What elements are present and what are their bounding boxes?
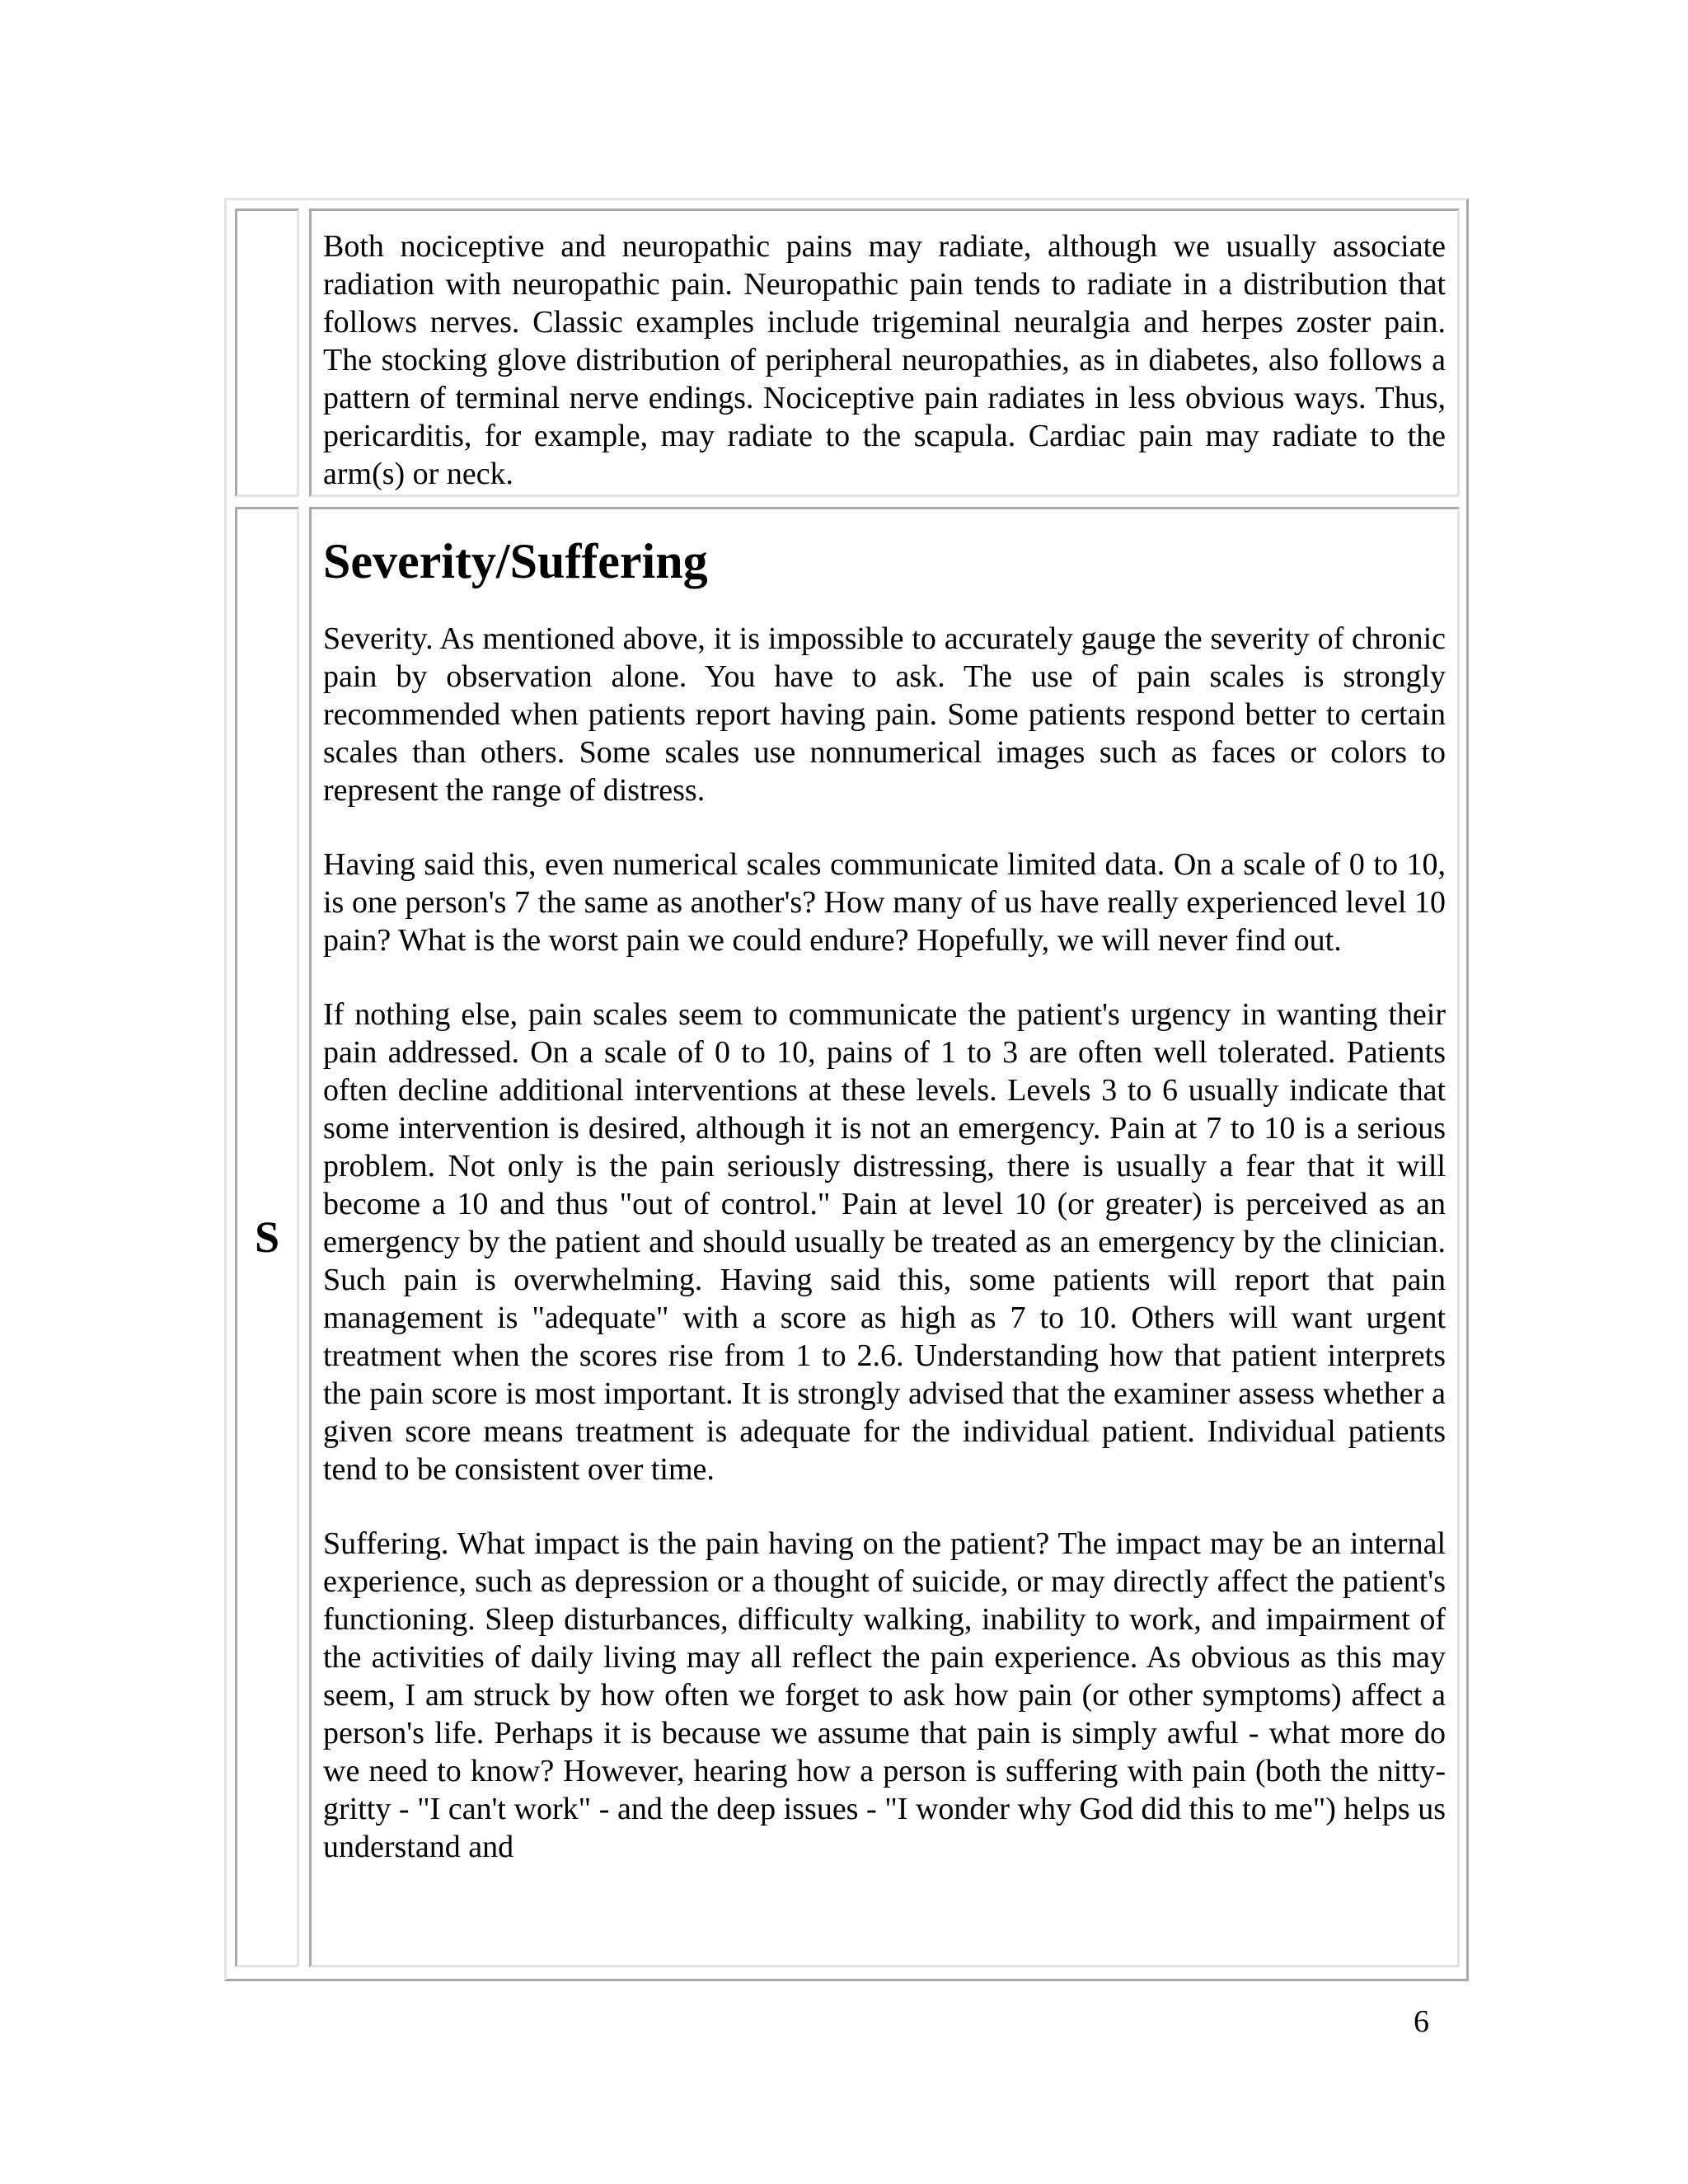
row-letter-cell [235,209,299,497]
row-letter: S [254,1212,280,1262]
paragraph-severity: Severity. As mentioned above, it is impossible to accurately gauge the severity of chronic pain by observation alone. You have to ask. The use of pain scales is strongly recommended when patients report having pain. Some patients respond better to certain scales than others. Some scales use nonnumerical images such as faces or colors to represent the range of distress. [323,621,1446,808]
row-text-content [323,526,1446,1866]
row-text-content [323,227,1446,493]
row-text-cell [309,507,1460,1967]
row-text-cell [309,209,1460,497]
page-number: 6 [1414,2004,1429,2039]
content-table [224,198,1469,1981]
paragraph-suffering: Suffering. What impact is the pain having on the patient? The impact may be an internal experience, such as depression or a thought of suicide, or may directly affect the patient's functioning. Sleep disturbances, difficulty walking, inability to work, and impairment of the activities of daily living may all reflect the pain experience. As obvious as this may seem, I am struck by how often we forget to ask how pain (or other symptoms) affect a person's life. Perhaps it is because we assume that pain is simply awful - what more do we need to know? However, hearing how a person is suffering with pain (both the nitty-gritty - "I can't work" - and the deep issues - "I wonder why God did this to me") helps us understand and [323,1526,1446,1864]
paragraph-numerical-scales: Having said this, even numerical scales communicate limited data. On a scale of 0 to 10, is one person's 7 the same as another's? How many of us have really experienced level 10 pain? What is the worst pain we could endure? Hopefully, we will never find out. [323,847,1446,958]
paragraph-radiation: Both nociceptive and neuropathic pains may radiate, although we usually associate radiation with neuropathic pain. Neuropathic pain tends to radiate in a distribution that follows nerves. Classic examples include trigeminal neuralgia and herpes zoster pain. The stocking glove distribution of peripheral neuropathies, as in diabetes, also follows a pattern of terminal nerve endings. Nociceptive pain radiates in less obvious ways. Thus, pericarditis, for example, may radiate to the scapula. Cardiac pain may radiate to the arm(s) or neck. [323,229,1446,491]
paragraph-urgency: If nothing else, pain scales seem to communicate the patient's urgency in wanting their pain addressed. On a scale of 0 to 10, pains of 1 to 3 are often well tolerated. Patients often decline additional interventions at these levels. Levels 3 to 6 usually indicate that some intervention is desired, although it is not an emergency. Pain at 7 to 10 is a serious problem. Not only is the pain seriously distressing, there is usually a fear that it will become a 10 and thus "out of control." Pain at level 10 (or greater) is perceived as an emergency by the patient and should usually be treated as an emergency by the clinician. Such pain is overwhelming. Having said this, some patients will report that pain management is "adequate" with a score as high as 7 to 10. Others will want urgent treatment when the scores rise from 1 to 2.6. Understanding how that patient interprets the pain score is most important. It is strongly advised that the examiner assess whether a given score means treatment is adequate for the individual patient. Individual patients tend to be consistent over time. [323,997,1446,1487]
section-heading: Severity/Suffering [323,534,708,588]
row-letter-cell [235,507,299,1967]
